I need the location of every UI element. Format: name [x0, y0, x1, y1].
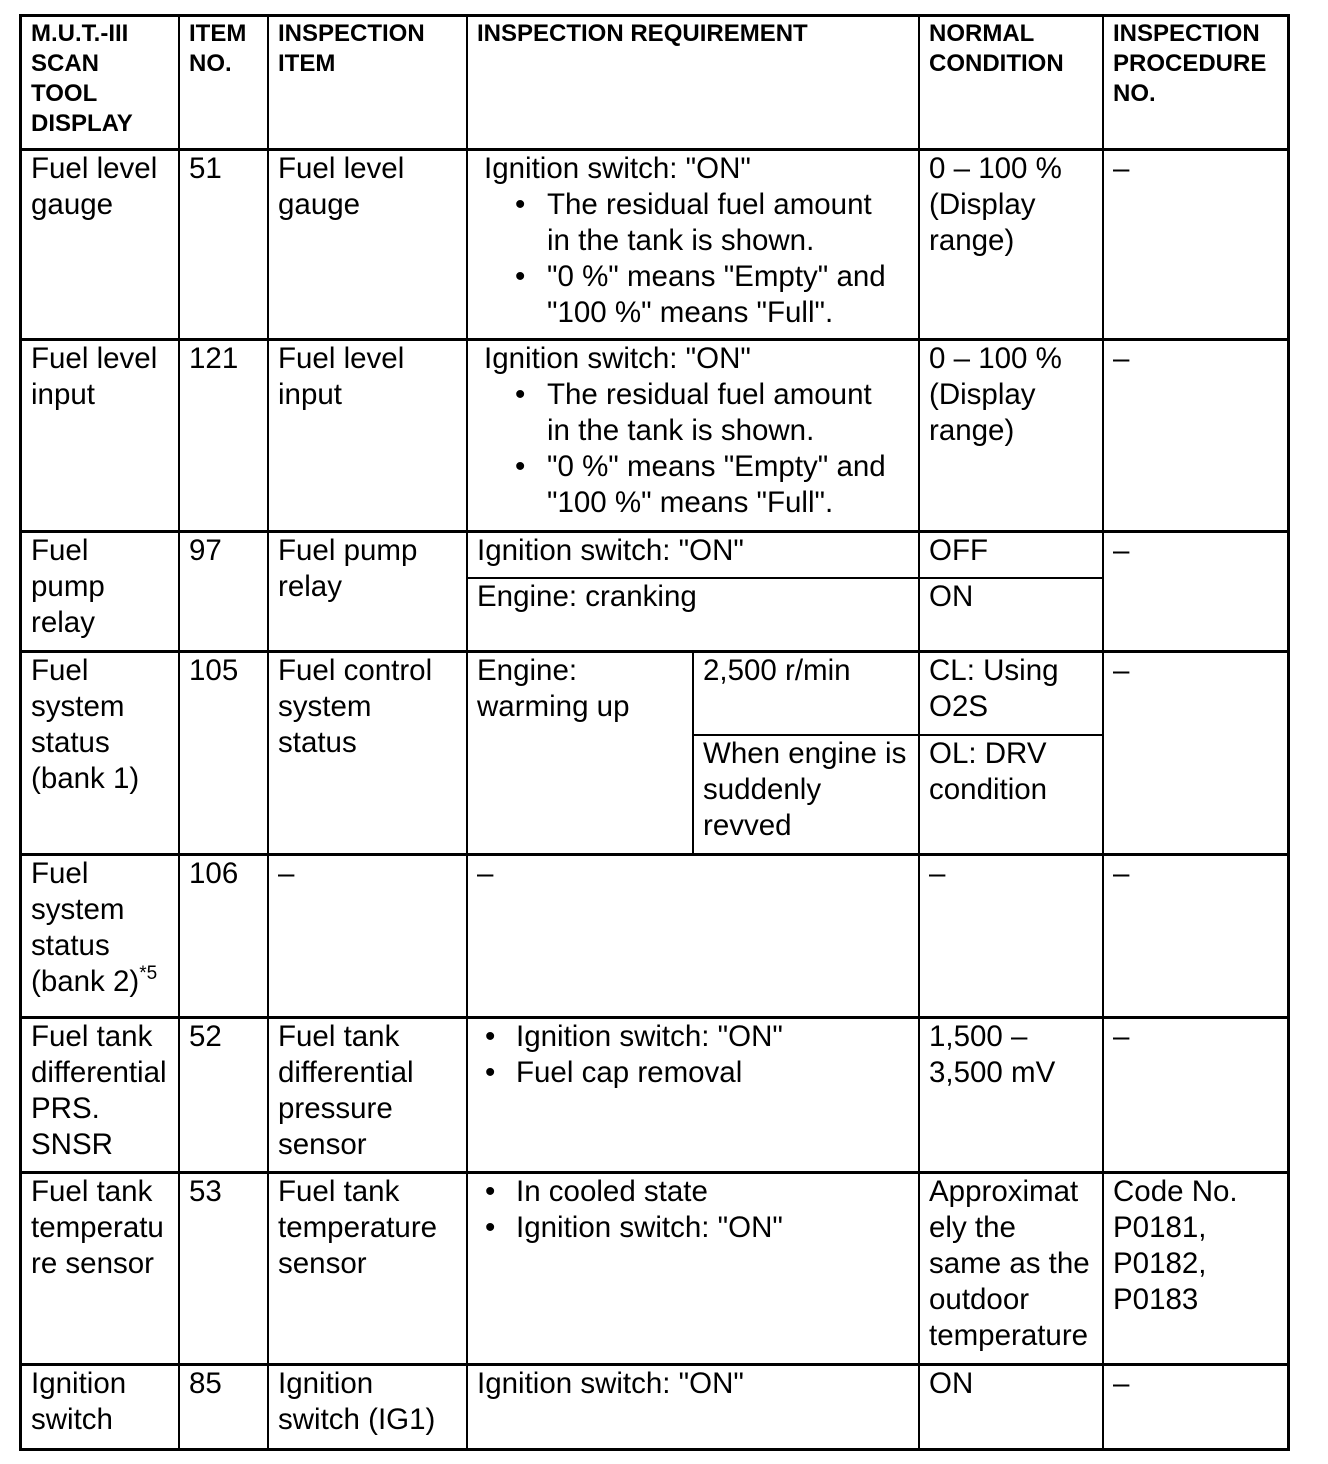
fuel-system-status-bank2-procedure-cell: – [1104, 856, 1290, 1019]
fuel-pump-relay-normal-1-cell: OFF [920, 533, 1104, 579]
requirement-bullet: • "0 %" means "Empty" and "100 %" means "Full". [484, 449, 916, 521]
fuel-tank-diff-pressure-procedure-cell: – [1104, 1019, 1290, 1174]
requirement-bullet: • The residual fuel amount in the tank is shown. [484, 187, 916, 259]
fuel-pump-relay-normal-2-cell: ON [920, 579, 1104, 653]
fuel-system-status-bank1-sub-requirement-2-cell: When engine is suddenly revved [694, 736, 920, 856]
fuel-system-status-bank2-requirement-cell: – [468, 856, 920, 1019]
header-item-no: ITEM NO. [180, 17, 269, 151]
fuel-tank-temperature-procedure-cell: Code No. P0181, P0182, P0183 [1104, 1174, 1290, 1366]
fuel-tank-diff-pressure-item-no-cell: 52 [180, 1019, 269, 1174]
fuel-level-gauge-procedure-cell: – [1104, 151, 1290, 341]
requirement-bullet: • The residual fuel amount in the tank is shown. [484, 377, 916, 449]
fuel-pump-relay-requirement-1-cell: Ignition switch: "ON" [468, 533, 920, 579]
ignition-switch-normal-condition-cell: ON [920, 1366, 1104, 1451]
fuel-system-status-bank2-display-cell [22, 856, 180, 1019]
fuel-system-status-bank1-requirement-cell: Engine: warming up [468, 653, 694, 856]
fuel-tank-diff-pressure-display-cell: Fuel tank differential PRS. SNSR [22, 1019, 180, 1174]
fuel-system-status-bank2-inspection-item-cell: – [269, 856, 468, 1019]
fuel-level-gauge-display-cell: Fuel level gauge [22, 151, 180, 341]
fuel-system-status-bank1-display-cell: Fuel system status (bank 1) [22, 653, 180, 856]
fuel-system-status-bank1-normal-1-cell: CL: Using O2S [920, 653, 1104, 736]
fuel-level-input-normal-condition-cell: 0 – 100 % (Display range) [920, 341, 1104, 533]
fuel-tank-diff-pressure-inspection-item-cell: Fuel tank differential pressure sensor [269, 1019, 468, 1174]
requirement-bullet: • In cooled state [477, 1174, 916, 1210]
header-inspection-item: INSPECTION ITEM [269, 17, 468, 151]
fuel-level-input-requirement-cell [468, 341, 920, 533]
fuel-pump-relay-requirement-2-cell: Engine: cranking [468, 579, 920, 653]
ignition-switch-display-cell: Ignition switch [22, 1366, 180, 1451]
header-normal-condition: NORMAL CONDITION [920, 17, 1104, 151]
footnote-mark: *5 [139, 963, 158, 984]
requirement-bullet: • "0 %" means "Empty" and "100 %" means "Full". [484, 259, 916, 331]
fuel-tank-temperature-normal-condition-cell: Approximat ely the same as the outdoor temperature [920, 1174, 1104, 1366]
fuel-system-status-bank2-normal-condition-cell: – [920, 856, 1104, 1019]
requirement-condition: Ignition switch: "ON" [484, 152, 751, 185]
fuel-level-gauge-normal-condition-cell: 0 – 100 % (Display range) [920, 151, 1104, 341]
fuel-system-status-bank1-sub-requirement-1-cell: 2,500 r/min [694, 653, 920, 736]
data-monitor-table [19, 14, 1290, 1451]
ignition-switch-procedure-cell: – [1104, 1366, 1290, 1451]
fuel-pump-relay-display-cell: Fuel pump relay [22, 533, 180, 653]
ignition-switch-item-no-cell: 85 [180, 1366, 269, 1451]
fuel-tank-diff-pressure-normal-condition-cell: 1,500 – 3,500 mV [920, 1019, 1104, 1174]
requirement-bullet: • Fuel cap removal [477, 1055, 916, 1091]
fuel-system-status-bank2-item-no-cell: 106 [180, 856, 269, 1019]
fuel-level-input-item-no-cell: 121 [180, 341, 269, 533]
fuel-level-input-display-cell: Fuel level input [22, 341, 180, 533]
requirement-bullet: • Ignition switch: "ON" [477, 1019, 916, 1055]
fuel-tank-temperature-inspection-item-cell: Fuel tank temperature sensor [269, 1174, 468, 1366]
requirement-condition: Ignition switch: "ON" [484, 342, 751, 375]
fuel-level-gauge-item-no-cell: 51 [180, 151, 269, 341]
requirement-bullet-list [477, 1019, 916, 1091]
fuel-system-status-bank1-normal-2-cell: OL: DRV condition [920, 736, 1104, 856]
fuel-pump-relay-inspection-item-cell: Fuel pump relay [269, 533, 468, 653]
fuel-level-gauge-requirement-cell [468, 151, 920, 341]
ignition-switch-requirement-cell: Ignition switch: "ON" [468, 1366, 920, 1451]
fuel-system-status-bank1-item-no-cell: 105 [180, 653, 269, 856]
requirement-bullet-list [477, 1174, 916, 1246]
fuel-system-status-bank1-inspection-item-cell: Fuel control system status [269, 653, 468, 856]
header-inspection-requirement: INSPECTION REQUIREMENT [468, 17, 920, 151]
fuel-tank-temperature-item-no-cell: 53 [180, 1174, 269, 1366]
requirement-bullet: • Ignition switch: "ON" [477, 1210, 916, 1246]
fuel-level-gauge-inspection-item-cell: Fuel level gauge [269, 151, 468, 341]
fuel-system-status-bank1-procedure-cell: – [1104, 653, 1290, 856]
requirement-bullet-list [484, 377, 916, 521]
fuel-pump-relay-item-no-cell: 97 [180, 533, 269, 653]
requirement-bullet-list [484, 187, 916, 331]
fuel-level-input-inspection-item-cell: Fuel level input [269, 341, 468, 533]
header-scan-tool-display: M.U.T.-III SCAN TOOL DISPLAY [22, 17, 180, 151]
fuel-tank-diff-pressure-requirement-cell [468, 1019, 920, 1174]
fuel-level-input-procedure-cell: – [1104, 341, 1290, 533]
fuel-tank-temperature-display-cell: Fuel tank temperatu re sensor [22, 1174, 180, 1366]
display-text: Fuel system status (bank 2) [31, 857, 140, 998]
header-inspection-procedure-no: INSPECTION PROCEDURE NO. [1104, 17, 1290, 151]
fuel-pump-relay-procedure-cell: – [1104, 533, 1290, 653]
ignition-switch-inspection-item-cell: Ignition switch (IG1) [269, 1366, 468, 1451]
fuel-tank-temperature-requirement-cell [468, 1174, 920, 1366]
